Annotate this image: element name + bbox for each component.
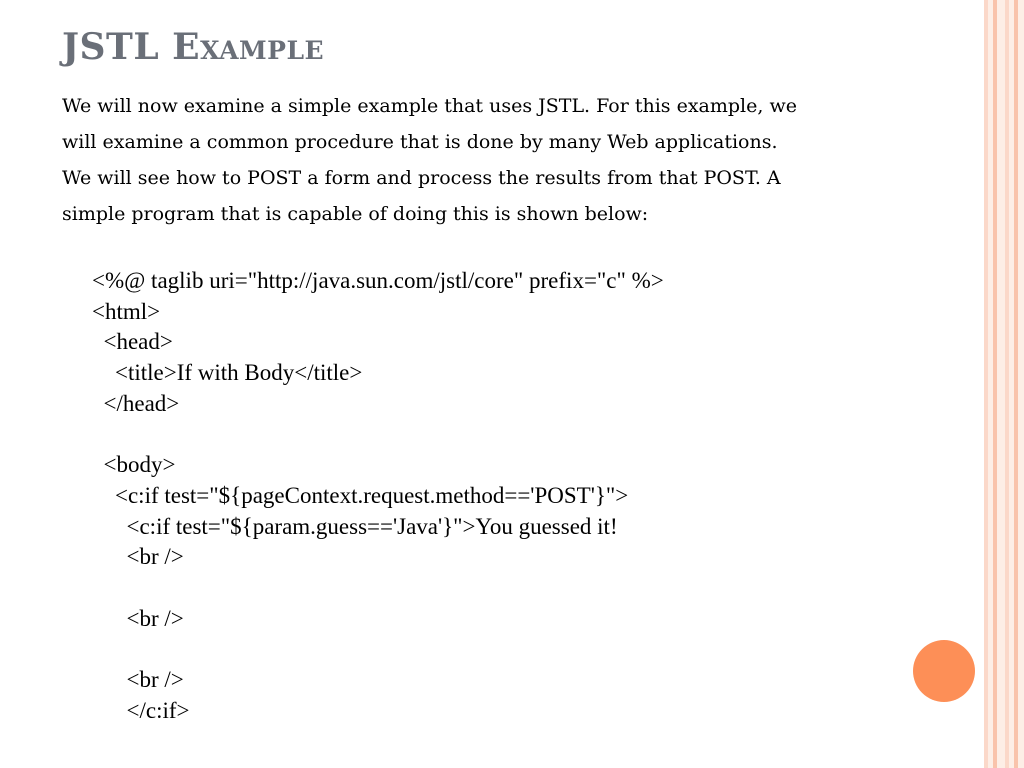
code-line: <html> — [92, 298, 161, 324]
code-line — [92, 419, 892, 450]
code-line: <c:if test="${param.guess=='Java'}">You guessed it! — [92, 513, 618, 539]
code-line: </c:if> — [92, 697, 190, 723]
code-line: <br /> — [92, 605, 184, 631]
decorative-stripes — [984, 0, 1024, 768]
code-line: <head> — [92, 329, 173, 355]
intro-paragraph — [62, 88, 902, 232]
slide-title: JSTL Example — [62, 26, 325, 68]
code-line — [92, 573, 892, 604]
stripe — [997, 0, 1005, 768]
intro-line: We will see how to POST a form and process the results from that POST. A — [62, 167, 781, 189]
code-line: <body> — [92, 452, 176, 478]
stripe — [1018, 0, 1024, 768]
intro-line: simple program that is capable of doing this is shown below: — [62, 203, 649, 225]
code-line: </head> — [92, 390, 180, 416]
code-listing — [92, 266, 892, 726]
accent-circle — [913, 640, 975, 702]
code-line: <title>If with Body</title> — [92, 360, 363, 386]
code-line — [92, 634, 892, 665]
code-line: <br /> — [92, 544, 184, 570]
intro-line: will examine a common procedure that is done by many Web applications. — [62, 131, 778, 153]
intro-line: We will now examine a simple example that uses JSTL. For this example, we — [62, 95, 797, 117]
code-line: <br /> — [92, 666, 184, 692]
code-line: <c:if test="${pageContext.request.method=='POST'}"> — [92, 482, 629, 508]
code-line: <%@ taglib uri="http://java.sun.com/jstl/core" prefix="c" %> — [92, 268, 664, 293]
